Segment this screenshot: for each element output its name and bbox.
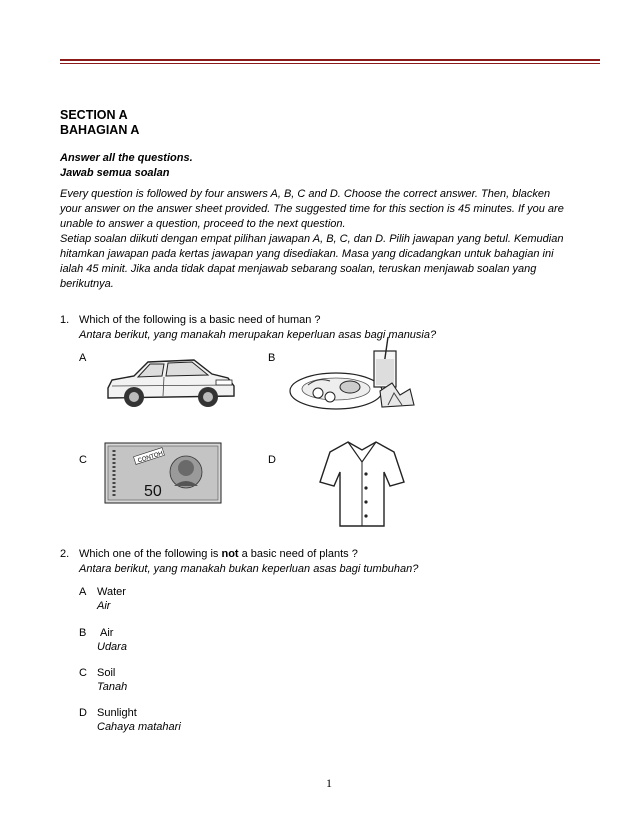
q2-option-c-letter: C [79,667,87,679]
para-line: unable to answer a question, proceed to the next question. [60,218,346,230]
para-line: hitamkan jawapan pada kertas jawapan yang disediakan. Masa yang dicadangkan untuk bahagian ini [60,248,554,260]
instructions-paragraph-en [60,187,600,232]
q2-text-en-pre: Which one of the following is [79,548,222,560]
banknote-stamp: CONTOH [137,450,164,465]
q2-option-c-en: Soil [97,667,116,679]
q1-option-c-label: C [79,454,87,466]
section-title-en: SECTION A [60,108,128,122]
instructions-paragraph-ms [60,232,600,292]
q1-option-b-label: B [268,352,276,364]
header-rule-thick [60,59,600,61]
banknote-icon [104,442,222,504]
q2-text-en-bold: not [221,548,239,560]
shirt-icon [318,438,406,530]
q1-option-a-label: A [79,352,87,364]
q1-number: 1. [60,314,70,326]
q2-text-ms: Antara berikut, yang manakah bukan keperluan asas bagi tumbuhan? [79,563,419,575]
q2-option-a-en: Water [97,586,126,598]
q2-option-c-ms: Tanah [97,681,128,693]
instruction-ms: Jawab semua soalan [60,167,170,179]
section-title-ms: BAHAGIAN A [60,123,140,137]
food-plate-icon [288,335,418,417]
para-line: Every question is followed by four answers A, B, C and D. Choose the correct answer. Then, blacken [60,188,551,200]
q2-option-a-ms: Air [97,600,111,612]
instruction-en: Answer all the questions. [60,152,193,164]
para-line: berikutnya. [60,278,114,290]
q1-text-ms: Antara berikut, yang manakah merupakan keperluan asas bagi manusia? [79,329,437,341]
q2-option-a-letter: A [79,586,87,598]
car-icon [104,350,238,412]
para-line: your answer on the answer sheet provided. The suggested time for this section is 45 minutes. If you are [60,203,564,215]
para-line: ialah 45 minit. Jika anda tidak dapat menjawab sebarang soalan, teruskan menjawab soalan yang [60,263,537,275]
q1-option-d-label: D [268,454,276,466]
q1-text-en: Which of the following is a basic need of human ? [79,314,321,326]
q2-option-d-letter: D [79,707,87,719]
banknote-value: 50 [144,483,162,500]
q2-number: 2. [60,548,70,560]
q2-option-d-ms: Cahaya matahari [97,721,181,733]
q2-text-en-post: a basic need of plants ? [238,548,358,560]
q2-option-d-en: Sunlight [97,707,137,719]
page-number: 1 [326,776,332,790]
q2-option-b-ms: Udara [97,641,127,653]
q2-option-b-letter: B [79,627,87,639]
q2-option-b-en: Air [100,627,114,639]
q2-text-en [79,547,358,561]
para-line: Setiap soalan diikuti dengan empat pilihan jawapan A, B, C, dan D. Pilih jawapan yang betul. Kemudian [60,233,564,245]
header-rule-thin [60,63,600,64]
